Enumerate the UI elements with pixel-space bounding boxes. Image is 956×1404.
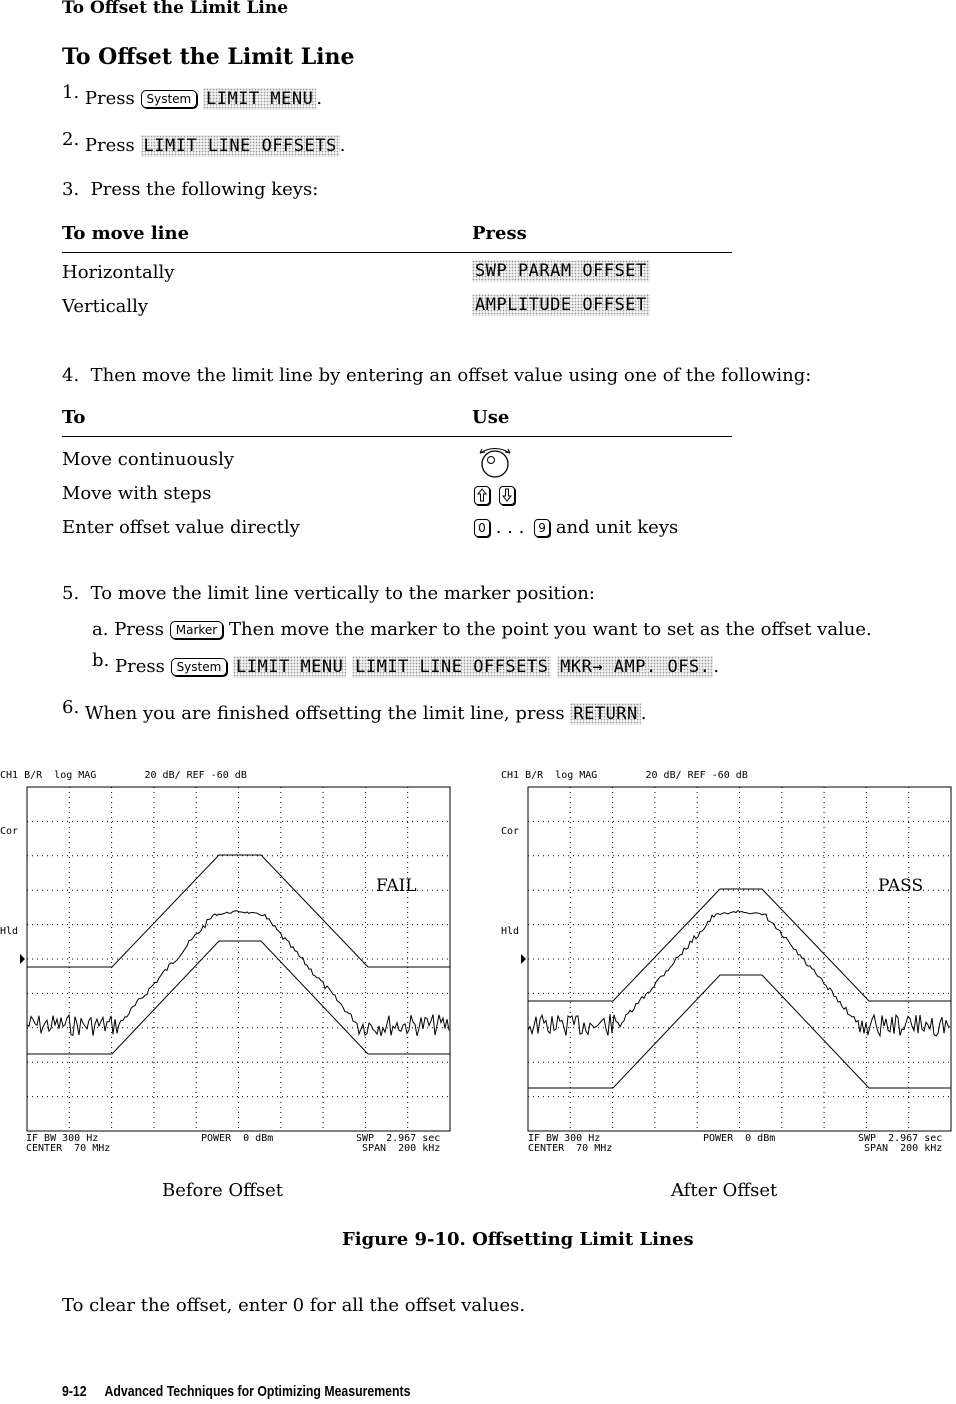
step-6 [62,697,647,724]
step-3: 3. Press the following keys: [62,179,319,200]
system-key[interactable]: System [171,658,228,676]
reference-marker-icon [20,954,25,964]
step-number: 2. [62,129,80,150]
closing-text: To clear the offset, enter 0 for all the offset values. [62,1295,526,1316]
table2-row-label: Move continuously [62,449,235,470]
step-text: Press [84,135,135,156]
plot-status-line: CH1 B/R log MAG 20 dB/ REF -60 dB [0,770,247,781]
step-number: 1. [62,82,80,103]
limit-line-offsets-softkey[interactable]: LIMIT LINE OFFSETS [141,135,340,157]
amplitude-offset-softkey[interactable]: AMPLITUDE OFFSET [472,294,650,316]
step-end: . [339,135,346,156]
running-header: To Offset the Limit Line [62,0,289,18]
if-bw-label: IF BW 300 Hz [528,1133,601,1144]
key-9[interactable]: 9 [534,519,550,537]
center-label: CENTER 70 MHz [26,1143,111,1154]
span-label: SPAN 200 kHz [362,1143,441,1154]
step-text: Press [114,619,165,640]
step-2 [62,129,346,156]
step-end: . [713,656,720,677]
system-key[interactable]: System [141,90,198,108]
key-0[interactable]: 0 [474,519,490,537]
cor-annotation: Cor [0,826,19,837]
step-number: 6. [62,697,80,718]
hld-annotation: Hld [0,926,19,937]
graticule-border [528,787,951,1131]
pass-verdict: PASS [878,876,924,896]
table2-row-label: Enter offset value directly [62,517,300,538]
marker-key[interactable]: Marker [170,621,223,639]
section-title: To Offset the Limit Line [62,44,355,70]
cor-annotation: Cor [501,826,520,837]
limit-menu-softkey[interactable]: LIMIT MENU [233,656,346,678]
caption-before-offset: Before Offset [162,1180,284,1201]
upper-limit-line [528,889,951,1001]
step-5a [92,619,872,640]
plot-status-line: CH1 B/R log MAG 20 dB/ REF -60 dB [501,770,748,781]
table1-header-to-move-line: To move line [62,223,190,244]
step-end: . [640,703,647,724]
mkr-amp-ofs-softkey[interactable]: MKR→ AMP. OFS. [557,656,713,678]
substep-label: b. [92,650,110,671]
swp-label: SWP 2.967 sec [356,1133,441,1144]
table2-row-label: Move with steps [62,483,212,504]
step-text: Then move the marker to the point you want to set as the offset value. [228,619,872,640]
step-text: When you are finished offsetting the limit line, press [84,703,565,724]
table1-rule [62,252,732,253]
reference-marker-icon [521,954,526,964]
plot-after-offset [501,780,956,1150]
step-5: 5. To move the limit line vertically to the marker position: [62,583,595,604]
unit-keys-text: and unit keys [555,517,679,538]
lower-limit-line [528,975,951,1088]
power-label: POWER 0 dBm [201,1133,274,1144]
footer-title: Advanced Techniques for Optimizing Measurements [104,1383,411,1400]
power-label: POWER 0 dBm [703,1133,776,1144]
step-end: . [316,88,323,109]
step-5b [92,650,720,677]
table2-header-to: To [62,407,86,428]
step-arrow-keys [474,485,515,505]
table1-row-label: Vertically [62,296,149,317]
limit-line-offsets-softkey[interactable]: LIMIT LINE OFFSETS [352,656,551,678]
plot-before-offset [0,780,460,1150]
numeric-keys-row [474,517,678,538]
caption-after-offset: After Offset [671,1180,778,1201]
step-text: Press [114,656,165,677]
table1-row-label: Horizontally [62,262,175,283]
page-footer [62,1383,410,1400]
figure-caption: Figure 9-10. Offsetting Limit Lines [342,1229,694,1250]
ellipsis: . . . [495,517,525,538]
substep-label: a. [92,619,109,640]
step-4: 4. Then move the limit line by entering an offset value using one of the following: [62,365,812,386]
hld-annotation: Hld [501,926,520,937]
fail-verdict: FAIL [376,876,417,896]
table2-rule [62,436,732,437]
table1-header-press: Press [472,223,527,244]
limit-menu-softkey[interactable]: LIMIT MENU [203,88,316,110]
knob-icon[interactable] [474,444,516,484]
step-1 [62,82,323,109]
swp-param-offset-softkey[interactable]: SWP PARAM OFFSET [472,260,650,282]
page-number: 9-12 [62,1383,87,1400]
step-text: Press [84,88,135,109]
table2-header-use: Use [472,407,510,428]
return-softkey[interactable]: RETURN [570,703,640,725]
up-arrow-key-icon[interactable] [474,486,490,505]
graticule-border [27,787,450,1131]
down-arrow-key-icon[interactable] [499,486,515,505]
if-bw-label: IF BW 300 Hz [26,1133,99,1144]
swp-label: SWP 2.967 sec [858,1133,943,1144]
center-label: CENTER 70 MHz [528,1143,613,1154]
span-label: SPAN 200 kHz [864,1143,943,1154]
